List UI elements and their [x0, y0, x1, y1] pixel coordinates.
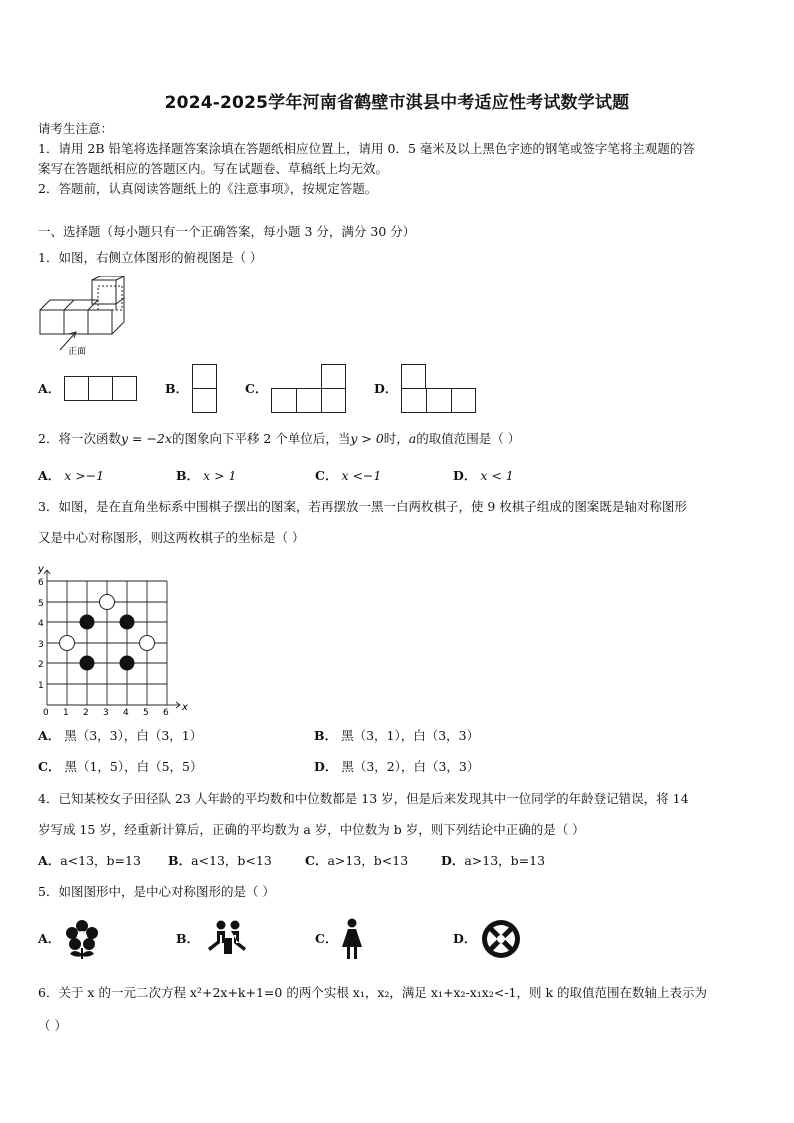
q4-line-2: 岁写成 15 岁，经重新计算后，正确的平均数为 a 岁，中位数为 b 岁，则下列结论中正确的是（ ） — [38, 822, 585, 837]
q5-option-d-label[interactable]: D． — [453, 931, 477, 946]
q2-stem-c: 时， — [383, 431, 409, 446]
q1-option-a-label[interactable]: A． — [38, 381, 61, 396]
q2-condition: y > 0 — [350, 431, 384, 446]
q5-option-b-label[interactable]: B． — [176, 931, 200, 946]
q3-y-axis-label: y — [38, 564, 44, 575]
notice-line-1: 1．请用 2B 铅笔将选择题答案涂填在答题纸相应位置上，请用 0．5 毫米及以上黑色字迹的钢笔或签字笔将主观题的答 — [38, 141, 695, 156]
q1-option-c-label[interactable]: C． — [245, 381, 268, 396]
q2-variable: a — [408, 431, 417, 446]
q3-option-a[interactable]: A． 黑（3，3），白（3，1） — [38, 728, 203, 743]
q4-option-a[interactable]: A．a<13，b=13 — [38, 853, 141, 868]
q1-option-a-figure — [64, 376, 138, 401]
q3-y-tick-3: 3 — [38, 640, 44, 650]
q1-option-c-figure — [271, 364, 347, 413]
q3-white-stone-5-3 — [140, 636, 155, 651]
q1-arrow-label: 正面 — [68, 347, 87, 357]
q5-stem: 5．如图图形中，是中心对称图形的是（ ） — [38, 884, 275, 899]
q3-y-tick-2: 2 — [38, 660, 44, 670]
q1-option-d-figure — [401, 364, 477, 413]
q2-stem-a: 2．将一次函数 — [38, 431, 121, 446]
q2-function: y = −2x — [120, 431, 172, 446]
q3-x-tick-1: 1 — [63, 708, 69, 716]
q3-x-tick-5: 5 — [143, 708, 149, 716]
q2-stem-b: 的图象向下平移 2 个单位后，当 — [171, 431, 351, 446]
q3-black-stone-4-4 — [120, 615, 135, 630]
notice-line-2: 案写在答题纸相应的答题区内。写在试题卷、草稿纸上均无效。 — [38, 161, 389, 176]
q3-line-1: 3．如图，是在直角坐标系中围棋子摆出的图案，若再摆放一黑一白两枚棋子，使 9 枚棋子组成的图案既是轴对称图形 — [38, 499, 687, 514]
q5-flower-icon — [64, 918, 100, 960]
q5-option-a-label[interactable]: A． — [38, 931, 61, 946]
q3-option-d[interactable]: D． 黑（3，2），白（3，3） — [314, 759, 480, 774]
q1-option-b-label[interactable]: B． — [165, 381, 189, 396]
q3-black-stone-4-2 — [120, 656, 135, 671]
q3-x-tick-0: 0 — [43, 708, 49, 716]
q3-option-b[interactable]: B． 黑（3，1），白（3，3） — [314, 728, 480, 743]
q2-stem — [38, 431, 520, 447]
q6-line-1: 6．关于 x 的一元二次方程 x²+2x+k+1=0 的两个实根 x₁，x₂，满足 x₁+x₂-x₁x₂<-1，则 k 的取值范围在数轴上表示为 — [38, 985, 708, 1000]
q2-option-d[interactable]: D． x < 1 — [453, 468, 514, 483]
q3-x-tick-3: 3 — [103, 708, 109, 716]
q3-y-tick-1: 1 — [38, 681, 44, 691]
q4-option-d[interactable]: D．a>13，b=13 — [441, 853, 546, 868]
q3-x-axis-label: x — [182, 702, 188, 713]
q3-y-tick-5: 5 — [38, 599, 44, 609]
q5-seated-people-icon — [204, 918, 252, 958]
q3-y-tick-4: 4 — [38, 619, 44, 629]
q1-solid-figure — [38, 276, 138, 358]
q3-x-tick-2: 2 — [83, 708, 89, 716]
q3-white-stone-3-5 — [100, 595, 115, 610]
q2-option-b[interactable]: B． x > 1 — [176, 468, 237, 483]
q5-woman-icon — [340, 918, 364, 960]
q3-y-tick-6: 6 — [38, 578, 44, 588]
q4-option-b[interactable]: B．a<13，b<13 — [168, 853, 272, 868]
q4-option-c[interactable]: C．a>13，b<13 — [305, 853, 409, 868]
q5-option-c-label[interactable]: C． — [315, 931, 338, 946]
q4-line-1: 4．已知某校女子田径队 23 人年龄的平均数和中位数都是 13 岁，但是后来发现其中一位同学的年龄登记错误，将 14 — [38, 791, 689, 806]
notice-heading: 请考生注意： — [38, 121, 114, 136]
q5-ball-icon — [480, 918, 522, 960]
q6-line-2: （ ） — [38, 1018, 67, 1033]
q2-option-a[interactable]: A． x >−1 — [38, 468, 105, 483]
q1-stem: 1．如图，右侧立体图形的俯视图是（ ） — [38, 250, 263, 265]
q2-stem-d: 的取值范围是（ ） — [416, 431, 521, 446]
q1-option-b-figure — [192, 364, 217, 413]
q3-x-tick-6: 6 — [163, 708, 169, 716]
q3-x-tick-4: 4 — [123, 708, 129, 716]
q3-line-2: 又是中心对称图形，则这两枚棋子的坐标是（ ） — [38, 530, 305, 545]
q3-white-stone-1-3 — [60, 636, 75, 651]
section-heading: 一、选择题（每小题只有一个正确答案，每小题 3 分，满分 30 分） — [38, 224, 416, 239]
q2-option-c[interactable]: C． x <−1 — [315, 468, 382, 483]
q3-black-stone-2-2 — [80, 656, 95, 671]
q3-black-stone-2-4 — [80, 615, 95, 630]
q1-option-d-label[interactable]: D． — [374, 381, 398, 396]
notice-line-3: 2．答题前，认真阅读答题纸上的《注意事项》，按规定答题。 — [38, 181, 378, 196]
q3-go-board-grid — [30, 560, 190, 716]
q3-option-c[interactable]: C． 黑（1，5），白（5，5） — [38, 759, 203, 774]
page-title: 2024-2025学年河南省鹤壁市淇县中考适应性考试数学试题 — [164, 93, 630, 113]
